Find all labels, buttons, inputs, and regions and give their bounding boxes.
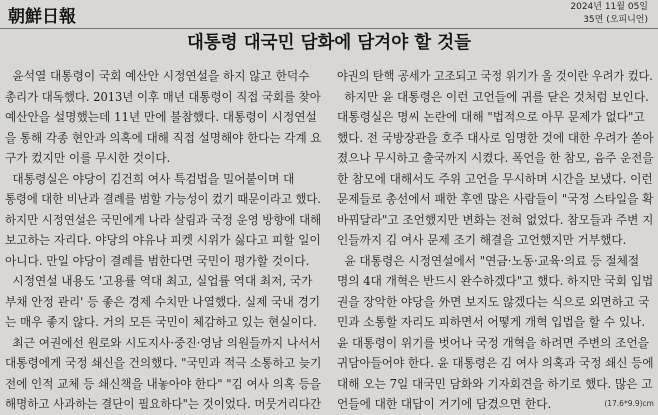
- article-text-line: 권을 장악한 야당을 外면 보지도 않겠다는 식으로 외면하고 국: [337, 294, 650, 309]
- article-text-line: 대통령실은 명씨 논란에 대해 "법적으로 아무 문제가 없다"고: [337, 110, 645, 124]
- article-text-line: 해명하고 사과하는 결단이 필요하다"는 것이었다. 머뭇거리다간: [5, 397, 322, 411]
- masthead-divider: [0, 28, 658, 29]
- size-credit: (17.6*9.9)cm: [604, 399, 654, 408]
- article-text-line: 명의 4대 개혁은 반드시 완수하겠다"고 했다. 하지만 국회 입법: [337, 274, 654, 288]
- article-text-line: 구가 컸지만 이를 무시한 것이다.: [5, 151, 171, 165]
- article-text-line: 는 매우 좋지 않다. 거의 모든 국민이 체감하고 있는 현실이다.: [5, 315, 317, 329]
- article-text-line: 야권의 탄핵 공세가 고조되고 국정 위기가 올 것이란 우려가 컸다.: [337, 69, 653, 83]
- article-text-line: 한 참모에 대해서도 주위 고언을 무시하며 시간을 보냈다. 이런: [337, 171, 653, 186]
- article-text-line: 민과 소통할 자리도 피하면서 어떻게 개혁 입법을 할 수 있나.: [337, 315, 646, 329]
- article-text-line: 보고하는 자리다. 야당의 야유나 피켓 시위가 싫다고 피할 일이: [5, 233, 321, 247]
- article-column-right: [337, 66, 653, 415]
- publication-info: [570, 1, 648, 27]
- newspaper-logo: 朝鮮日報: [8, 7, 76, 27]
- article-text-line: 했다. 전 국방장관을 호주 대사로 임명한 것에 대한 우려가 쏟아: [337, 130, 654, 145]
- article-headline: 대통령 대국민 담화에 담겨야 할 것들: [186, 33, 472, 53]
- article-text-line: 인들까지 김 여사 문제 조기 해결을 고언했지만 거부했다.: [337, 233, 627, 247]
- article-text-line: 총리가 대독했다. 2013년 이후 매년 대통령이 직접 국회를 찾아: [5, 89, 321, 104]
- article-text-line: 통령에 대한 비난과 결례를 범할 가능성이 컸기 때문이라고 했다.: [5, 192, 321, 206]
- publication-date: 2024년 11월 05일: [570, 2, 648, 12]
- article-text-line: 대통령에게 국정 쇄신을 건의했다. "국민과 적극 소통하고 늦기: [5, 356, 322, 370]
- article-text-line: 대해 오는 7일 대국민 담화와 기자회견을 하기로 했다. 많은 고: [337, 376, 653, 391]
- page-section: 35면 (오피니언): [583, 15, 648, 25]
- article-text-line: 윤 대통령이 위기를 벗어나 국정 개혁을 하려면 주변의 조언을: [337, 335, 649, 350]
- article-text-line: 문제들로 총선에서 패한 후엔 많은 사람들이 "국정 스타일을 확: [337, 192, 654, 206]
- article-text-line: 대통령실은 야당이 김건희 여사 특검법을 밀어붙이며 대: [5, 171, 295, 186]
- article-text-line: 하지만 윤 대통령은 이런 고언들에 귀를 닫은 것처럼 보인다.: [337, 89, 649, 104]
- article-text-line: 하지만 시정연설은 국민에게 나라 살림과 국정 운영 방향에 대해: [5, 212, 322, 227]
- article-text-line: 윤석열 대통령이 국회 예산안 시정연설을 하지 않고 한덕수: [5, 69, 310, 83]
- article-text-line: 예산안을 설명했는데 11년 만에 불참했다. 대통령이 시정연설: [5, 110, 317, 124]
- masthead: [0, 0, 658, 28]
- article-text-line: 을 통해 각종 현안과 의혹에 대해 직접 설명해야 한다는 각계 요: [5, 130, 322, 145]
- article-text-line: 귀담아들어야 한다. 윤 대통령은 김 여사 의혹과 국정 쇄신 등에: [337, 356, 654, 370]
- article-text-line: 아니다. 만일 야당이 결례를 범한다면 국민이 평가할 것이다.: [5, 253, 310, 268]
- article-text-line: 부채 안정 관리' 등 좋은 경제 수치만 나열했다. 실제 국내 경기: [5, 294, 321, 309]
- article-text-line: 졌으나 무시하고 출국까지 시켰다. 폭언을 한 참모, 음주 운전을: [337, 151, 654, 165]
- article-text-line: 전에 인적 교체 등 쇄신책을 내놓아야 한다" "김 여사 의혹 등을: [5, 376, 322, 391]
- article-column-left: [5, 66, 321, 415]
- article-text-line: 바꿔달라"고 조언했지만 변화는 전혀 없었다. 참모들과 주변 지: [337, 212, 654, 227]
- article-text-line: 시정연설 내용도 '고용률 역대 최고, 실업률 역대 최저, 국가: [5, 274, 313, 288]
- article-text-line: 윤 대통령은 시정연설에서 "연금·노동·교육·의료 등 절체절: [337, 253, 640, 268]
- article-text-line: 언들에 대한 대답이 거기에 담겼으면 한다.: [337, 397, 552, 411]
- article-text-line: 최근 여권에선 원로와 시도지사·중진·영남 의원들까지 나서서: [5, 335, 321, 350]
